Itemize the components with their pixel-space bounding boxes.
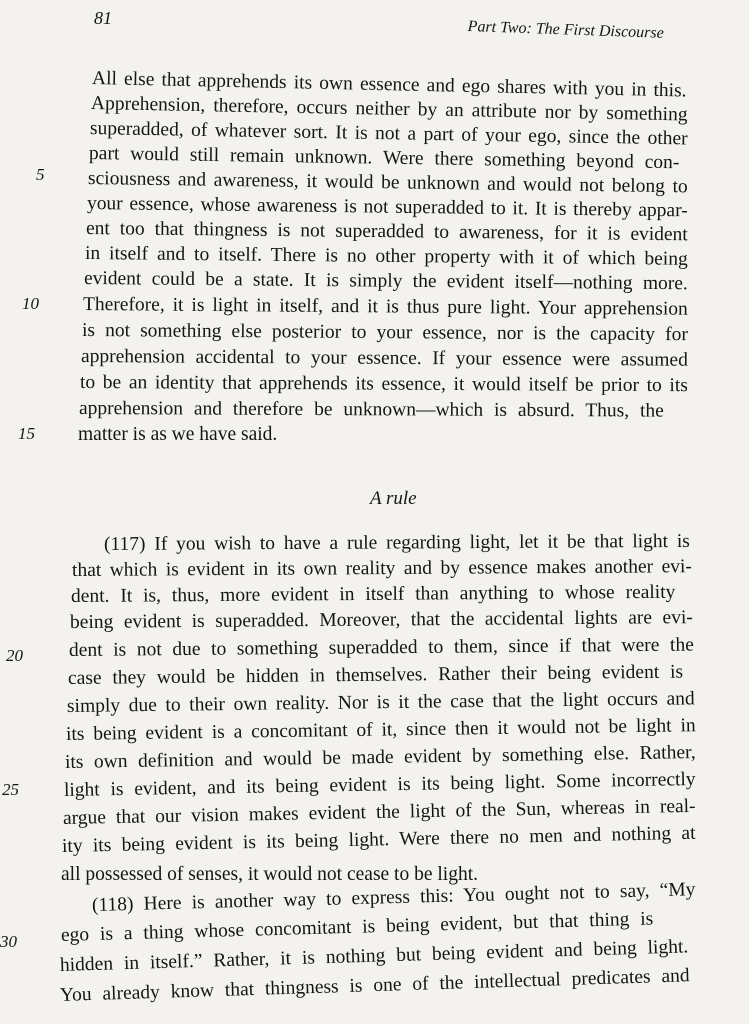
text-line: Therefore, it is light in itself, and it is thus pure light. Your apprehension — [82, 294, 688, 320]
running-head: Part Two: The First Discourse — [467, 18, 665, 42]
text-line: in itself and to itself. There is no other property with it of which being — [84, 243, 688, 270]
text-line: light is evident, and its being evident is its being light. Some incorrectly — [63, 768, 696, 801]
text-line: Apprehension, therefore, occurs neither by an attribute nor by something — [90, 93, 688, 126]
line-number: 5 — [36, 165, 45, 184]
text-line: dent. It is, thus, more evident in itself than anything to whose reality — [70, 581, 676, 607]
text-line: ity its being evident is its being light. Were there no men and nothing at — [61, 822, 696, 857]
text-line: All else that apprehends its own essence and ego shares with you in this. — [91, 68, 687, 102]
page-number: 81 — [94, 8, 112, 28]
section-heading: A rule — [370, 488, 417, 509]
text-line: is not something else posterior to your essence, nor is the capacity for — [81, 320, 688, 346]
text-line: to be an identity that apprehends its essence, it would itself be prior to its — [79, 372, 688, 397]
text-line: your essence, whose awareness is not superadded to it. It is thereby appar- — [86, 193, 688, 222]
text-line: simply due to their own reality. Nor is it the case that the light occurs and — [66, 688, 695, 717]
text-line: You already know that thingness is one of the intellectual predicates and — [59, 965, 690, 1006]
text-line: ent too that thingness is not superadded to awareness, for it is evident — [85, 218, 688, 246]
text-line: ego is a thing whose concomitant is being evident, but that thing is — [60, 908, 654, 946]
text-line: its own definition and would be made evident by something else. Rather, — [64, 742, 696, 773]
text-line: apprehension and therefore be unknown—which is absurd. Thus, the — [78, 398, 664, 422]
text-line: all possessed of senses, it would not cease to be light. — [61, 864, 479, 885]
text-line: hidden in itself.” Rather, it is nothing but being evident and being light. — [59, 936, 689, 976]
text-line: superadded, of whatever sort. It is not a part of your ego, since the other — [89, 118, 688, 150]
text-line: case they would be hidden in themselves. Rather their being evident is — [67, 661, 684, 689]
line-number: 30 — [0, 932, 17, 951]
text-line: argue that our vision makes evident the light of the Sun, whereas in real- — [62, 795, 696, 829]
text-line: being evident is superadded. Moreover, that the accidental lights are evi- — [69, 607, 693, 633]
text-line: dent is not due to something superadded to them, since if that were the — [68, 634, 694, 661]
text-line: that which is evident in its own reality and by essence makes another evi- — [71, 556, 692, 581]
text-line: apprehension accidental to your essence. If your essence were assumed — [80, 346, 688, 371]
text-line: (117) If you wish to have a rule regarding light, let it be that light is — [103, 530, 690, 555]
text-line: sciousness and awareness, it would be unknown and would not belong to — [87, 168, 688, 198]
text-line: (118) Here is another way to express this: You ought not to say, “My — [91, 879, 696, 916]
line-number: 20 — [6, 646, 23, 665]
line-number: 10 — [22, 294, 39, 313]
line-number: 25 — [2, 780, 19, 799]
text-line: matter is as we have said. — [78, 424, 278, 445]
text-line: part would still remain unknown. Were there something beyond con- — [88, 143, 680, 174]
text-line: its being evident is a concomitant of it, since then it would not be light in — [65, 715, 696, 745]
text-line: evident could be a state. It is simply the evident itself—nothing more. — [83, 268, 688, 295]
line-number: 15 — [18, 424, 35, 443]
